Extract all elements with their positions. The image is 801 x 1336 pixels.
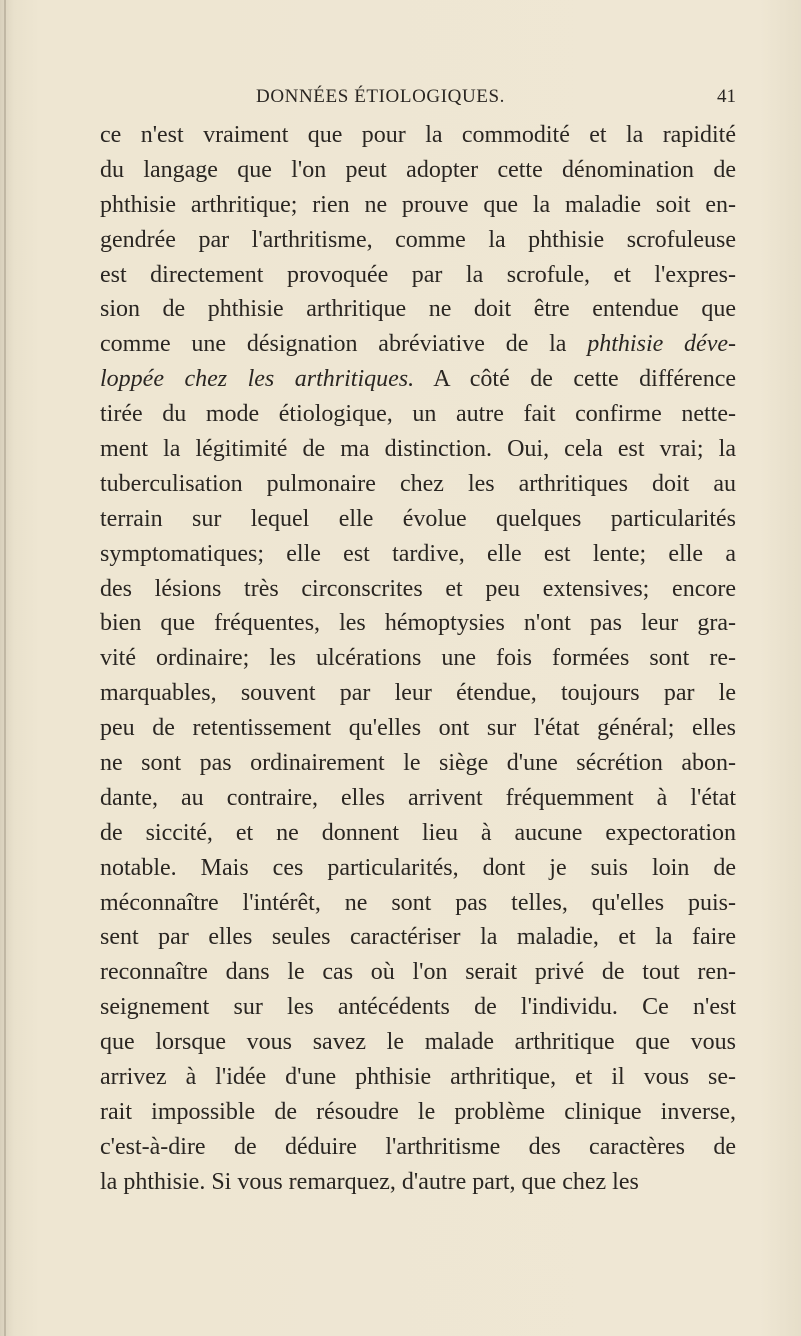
text-line: que lorsque vous savez le malade arthritique que vous (100, 1029, 736, 1056)
text-line: bien que fréquentes, les hémoptysies n'ont pas leur gra- (100, 610, 736, 637)
text-line: méconnaître l'intérêt, ne sont pas telles, qu'elles puis- (100, 889, 736, 916)
body-text (100, 118, 736, 1200)
running-head: DONNÉES ÉTIOLOGIQUES. (256, 86, 506, 107)
page-header (256, 86, 736, 112)
text-line: tuberculisation pulmonaire chez les arthritiques doit au (100, 470, 736, 497)
text-line: sion de phthisie arthritique ne doit être entendue que (100, 296, 736, 323)
text-line: gendrée par l'arthritisme, comme la phthisie scrofuleuse (100, 226, 736, 253)
text-span: A côté de cette différence (414, 366, 736, 393)
text-line: reconnaître dans le cas où l'on serait privé de tout ren- (100, 959, 736, 986)
text-line: ce n'est vraiment que pour la commodité et la rapidité (100, 122, 736, 148)
text-line: notable. Mais ces particularités, dont je suis loin de (100, 854, 736, 881)
text-line: peu de retentissement qu'elles ont sur l'état général; elles (100, 715, 736, 742)
text-line: phthisie arthritique; rien ne prouve que la maladie soit en- (100, 191, 736, 218)
text-line: ment la légitimité de ma distinction. Oui, cela est vrai; la (100, 436, 736, 463)
text-line: de siccité, et ne donnent lieu à aucune expectoration (100, 819, 736, 846)
text-line: marquables, souvent par leur étendue, toujours par le (100, 680, 736, 707)
text-line: des lésions très circonscrites et peu extensives; encore (100, 575, 736, 602)
text-line: arrivez à l'idée d'une phthisie arthritique, et il vous se- (100, 1064, 736, 1091)
text-line (100, 327, 736, 362)
text-line: terrain sur lequel elle évolue quelques particularités (100, 505, 736, 532)
text-line: la phthisie. Si vous remarquez, d'autre part, que chez les (100, 1168, 639, 1195)
text-line: ne sont pas ordinairement le siège d'une sécrétion abon- (100, 750, 736, 777)
text-line: est directement provoquée par la scrofule, et l'expres- (100, 261, 736, 288)
binding-gutter (4, 0, 6, 1336)
italic-phrase: phthisie déve- (587, 331, 736, 358)
text-line: c'est-à-dire de déduire l'arthritisme des caractères de (100, 1133, 736, 1160)
text-span: comme une désignation abréviative de la (100, 331, 567, 358)
text-line: vité ordinaire; les ulcérations une fois formées sont re- (100, 645, 736, 672)
text-line: symptomatiques; elle est tardive, elle est lente; elle a (100, 540, 736, 567)
italic-phrase: loppée chez les arthritiques. (100, 366, 415, 393)
text-line: dante, au contraire, elles arrivent fréquemment à l'état (100, 784, 736, 811)
text-line: rait impossible de résoudre le problème clinique inverse, (100, 1098, 736, 1125)
page-number: 41 (717, 86, 736, 107)
text-line: tirée du mode étiologique, un autre fait confirme nette- (100, 401, 736, 428)
text-line: sent par elles seules caractériser la maladie, et la faire (100, 924, 736, 951)
text-line: seignement sur les antécédents de l'individu. Ce n'est (100, 994, 736, 1021)
text-line: du langage que l'on peut adopter cette dénomination de (100, 156, 736, 183)
text-line (100, 362, 736, 397)
